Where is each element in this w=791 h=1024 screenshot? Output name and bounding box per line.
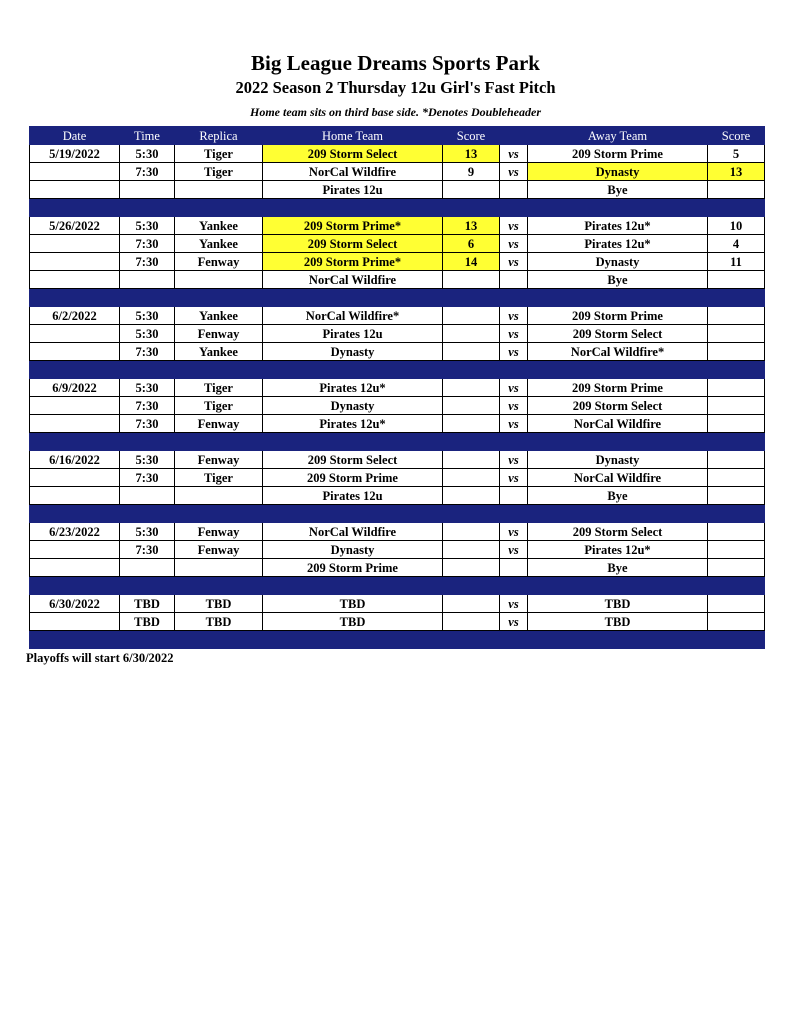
separator-cell xyxy=(500,577,528,595)
away-score-cell xyxy=(708,595,765,613)
table-row xyxy=(30,487,765,505)
separator-cell xyxy=(500,433,528,451)
replica-cell: Fenway xyxy=(175,325,263,343)
separator-cell xyxy=(528,631,708,649)
table-row xyxy=(30,145,765,163)
separator-cell xyxy=(528,361,708,379)
time-cell: 5:30 xyxy=(120,379,175,397)
table-row xyxy=(30,343,765,361)
date-cell xyxy=(30,253,120,271)
replica-cell: Fenway xyxy=(175,451,263,469)
date-cell xyxy=(30,163,120,181)
separator-cell xyxy=(528,505,708,523)
separator-cell xyxy=(30,289,120,307)
replica-cell: TBD xyxy=(175,595,263,613)
table-row xyxy=(30,595,765,613)
away-team-cell: NorCal Wildfire xyxy=(528,415,708,433)
home-team-cell: NorCal Wildfire* xyxy=(263,307,443,325)
home-score-cell xyxy=(443,181,500,199)
separator-cell xyxy=(263,505,443,523)
table-row xyxy=(30,271,765,289)
page-title: Big League Dreams Sports Park xyxy=(251,51,540,75)
separator-cell xyxy=(120,199,175,217)
replica-cell: Tiger xyxy=(175,379,263,397)
separator-cell xyxy=(175,631,263,649)
column-header-home-team: Home Team xyxy=(263,127,443,145)
separator-cell xyxy=(708,505,765,523)
away-score-cell xyxy=(708,451,765,469)
away-team-cell: 209 Storm Select xyxy=(528,397,708,415)
separator-cell xyxy=(500,505,528,523)
table-row xyxy=(30,541,765,559)
date-cell xyxy=(30,415,120,433)
separator-cell xyxy=(263,433,443,451)
separator-cell xyxy=(30,199,120,217)
away-team-cell: 209 Storm Prime xyxy=(528,145,708,163)
away-score-cell xyxy=(708,523,765,541)
home-score-cell xyxy=(443,307,500,325)
replica-cell xyxy=(175,181,263,199)
schedule-table xyxy=(29,126,765,649)
separator-cell xyxy=(528,577,708,595)
separator-cell xyxy=(175,289,263,307)
separator-cell xyxy=(175,433,263,451)
date-cell xyxy=(30,235,120,253)
playoffs-note: Playoffs will start 6/30/2022 xyxy=(26,651,174,665)
separator-cell xyxy=(500,289,528,307)
time-cell: 5:30 xyxy=(120,523,175,541)
replica-cell: Yankee xyxy=(175,307,263,325)
replica-cell: Yankee xyxy=(175,235,263,253)
away-score-cell: 11 xyxy=(708,253,765,271)
separator-cell xyxy=(443,433,500,451)
separator-cell xyxy=(120,433,175,451)
separator-cell xyxy=(263,577,443,595)
vs-cell: vs xyxy=(500,613,528,631)
away-score-cell xyxy=(708,379,765,397)
separator-cell xyxy=(443,199,500,217)
away-team-cell: Bye xyxy=(528,487,708,505)
replica-cell: Yankee xyxy=(175,217,263,235)
vs-cell: vs xyxy=(500,595,528,613)
date-cell xyxy=(30,343,120,361)
away-team-cell: Bye xyxy=(528,181,708,199)
home-score-cell: 9 xyxy=(443,163,500,181)
vs-cell: vs xyxy=(500,343,528,361)
home-score-cell xyxy=(443,523,500,541)
away-score-cell xyxy=(708,559,765,577)
separator-cell xyxy=(708,199,765,217)
separator-cell xyxy=(708,433,765,451)
separator-cell xyxy=(263,199,443,217)
date-cell: 5/19/2022 xyxy=(30,145,120,163)
away-score-cell: 5 xyxy=(708,145,765,163)
replica-cell: TBD xyxy=(175,613,263,631)
separator-cell xyxy=(443,577,500,595)
table-row xyxy=(30,307,765,325)
away-score-cell xyxy=(708,181,765,199)
table-row xyxy=(30,235,765,253)
time-cell: 7:30 xyxy=(120,163,175,181)
column-header-date: Date xyxy=(30,127,120,145)
vs-cell: vs xyxy=(500,145,528,163)
column-header-away-score: Score xyxy=(708,127,765,145)
separator-cell xyxy=(120,631,175,649)
home-score-cell xyxy=(443,379,500,397)
away-team-cell: Dynasty xyxy=(528,163,708,181)
home-score-cell xyxy=(443,397,500,415)
away-team-cell: 209 Storm Select xyxy=(528,325,708,343)
time-cell xyxy=(120,181,175,199)
replica-cell: Fenway xyxy=(175,523,263,541)
date-cell xyxy=(30,469,120,487)
away-team-cell: Dynasty xyxy=(528,451,708,469)
week-separator-row xyxy=(30,361,765,379)
away-team-cell: Bye xyxy=(528,559,708,577)
table-row xyxy=(30,379,765,397)
time-cell: 7:30 xyxy=(120,235,175,253)
date-cell: 6/23/2022 xyxy=(30,523,120,541)
home-team-cell: NorCal Wildfire xyxy=(263,163,443,181)
replica-cell: Tiger xyxy=(175,145,263,163)
separator-cell xyxy=(30,433,120,451)
vs-cell: vs xyxy=(500,253,528,271)
vs-cell: vs xyxy=(500,235,528,253)
vs-cell xyxy=(500,181,528,199)
home-score-cell xyxy=(443,415,500,433)
separator-cell xyxy=(120,361,175,379)
separator-cell xyxy=(443,505,500,523)
table-row xyxy=(30,469,765,487)
home-team-cell: Pirates 12u xyxy=(263,325,443,343)
vs-cell: vs xyxy=(500,163,528,181)
week-separator-row xyxy=(30,199,765,217)
home-score-cell xyxy=(443,325,500,343)
time-cell xyxy=(120,559,175,577)
table-row xyxy=(30,181,765,199)
away-score-cell xyxy=(708,613,765,631)
home-score-cell xyxy=(443,343,500,361)
replica-cell xyxy=(175,487,263,505)
home-score-cell xyxy=(443,559,500,577)
replica-cell xyxy=(175,271,263,289)
home-score-cell: 6 xyxy=(443,235,500,253)
away-team-cell: 209 Storm Prime xyxy=(528,379,708,397)
date-cell: 5/26/2022 xyxy=(30,217,120,235)
separator-cell xyxy=(30,361,120,379)
column-header-home-score: Score xyxy=(443,127,500,145)
away-team-cell: NorCal Wildfire* xyxy=(528,343,708,361)
vs-cell: vs xyxy=(500,451,528,469)
separator-cell xyxy=(708,289,765,307)
home-score-cell xyxy=(443,613,500,631)
time-cell: 7:30 xyxy=(120,541,175,559)
time-cell: 5:30 xyxy=(120,217,175,235)
separator-cell xyxy=(500,361,528,379)
away-team-cell: TBD xyxy=(528,595,708,613)
table-row xyxy=(30,217,765,235)
home-team-cell: Dynasty xyxy=(263,397,443,415)
time-cell: 7:30 xyxy=(120,397,175,415)
vs-cell: vs xyxy=(500,217,528,235)
away-score-cell xyxy=(708,469,765,487)
date-cell xyxy=(30,325,120,343)
vs-cell: vs xyxy=(500,415,528,433)
home-team-cell: 209 Storm Select xyxy=(263,145,443,163)
time-cell: 7:30 xyxy=(120,253,175,271)
schedule-note: Home team sits on third base side. *Denotes Doubleheader xyxy=(250,105,541,119)
separator-cell xyxy=(175,361,263,379)
home-team-cell: NorCal Wildfire xyxy=(263,523,443,541)
away-score-cell xyxy=(708,487,765,505)
home-team-cell: 209 Storm Prime* xyxy=(263,253,443,271)
home-score-cell xyxy=(443,541,500,559)
away-team-cell: TBD xyxy=(528,613,708,631)
date-cell xyxy=(30,271,120,289)
time-cell: 7:30 xyxy=(120,343,175,361)
date-cell xyxy=(30,541,120,559)
table-row xyxy=(30,325,765,343)
time-cell xyxy=(120,487,175,505)
home-score-cell xyxy=(443,487,500,505)
separator-cell xyxy=(175,577,263,595)
time-cell: 7:30 xyxy=(120,469,175,487)
vs-cell xyxy=(500,487,528,505)
date-cell xyxy=(30,559,120,577)
home-score-cell: 13 xyxy=(443,145,500,163)
time-cell: TBD xyxy=(120,595,175,613)
table-row xyxy=(30,397,765,415)
away-team-cell: NorCal Wildfire xyxy=(528,469,708,487)
time-cell: TBD xyxy=(120,613,175,631)
home-team-cell: Pirates 12u xyxy=(263,487,443,505)
home-team-cell: TBD xyxy=(263,613,443,631)
away-team-cell: 209 Storm Prime xyxy=(528,307,708,325)
week-separator-row xyxy=(30,505,765,523)
home-team-cell: 209 Storm Select xyxy=(263,235,443,253)
table-row xyxy=(30,523,765,541)
away-team-cell: Pirates 12u* xyxy=(528,217,708,235)
replica-cell: Fenway xyxy=(175,415,263,433)
home-score-cell xyxy=(443,451,500,469)
home-team-cell: 209 Storm Prime xyxy=(263,469,443,487)
separator-cell xyxy=(500,631,528,649)
home-score-cell xyxy=(443,595,500,613)
separator-cell xyxy=(708,361,765,379)
home-score-cell: 14 xyxy=(443,253,500,271)
replica-cell: Tiger xyxy=(175,397,263,415)
away-score-cell xyxy=(708,325,765,343)
table-row xyxy=(30,253,765,271)
schedule-header-row xyxy=(30,127,765,145)
home-score-cell xyxy=(443,271,500,289)
away-score-cell: 4 xyxy=(708,235,765,253)
vs-cell: vs xyxy=(500,379,528,397)
column-header-vs xyxy=(500,127,528,145)
separator-cell xyxy=(30,631,120,649)
separator-cell xyxy=(175,505,263,523)
separator-cell xyxy=(708,577,765,595)
replica-cell: Fenway xyxy=(175,541,263,559)
column-header-time: Time xyxy=(120,127,175,145)
vs-cell xyxy=(500,559,528,577)
home-team-cell: 209 Storm Select xyxy=(263,451,443,469)
date-cell xyxy=(30,397,120,415)
away-team-cell: Pirates 12u* xyxy=(528,235,708,253)
separator-cell xyxy=(443,631,500,649)
table-row xyxy=(30,559,765,577)
separator-cell xyxy=(528,433,708,451)
away-team-cell: Bye xyxy=(528,271,708,289)
date-cell: 6/30/2022 xyxy=(30,595,120,613)
home-team-cell: TBD xyxy=(263,595,443,613)
separator-cell xyxy=(30,505,120,523)
home-team-cell: 209 Storm Prime xyxy=(263,559,443,577)
home-team-cell: Pirates 12u xyxy=(263,181,443,199)
separator-cell xyxy=(443,361,500,379)
week-separator-row xyxy=(30,289,765,307)
home-score-cell xyxy=(443,469,500,487)
away-score-cell: 10 xyxy=(708,217,765,235)
time-cell: 5:30 xyxy=(120,325,175,343)
home-team-cell: Dynasty xyxy=(263,343,443,361)
separator-cell xyxy=(528,289,708,307)
replica-cell: Tiger xyxy=(175,163,263,181)
replica-cell xyxy=(175,559,263,577)
page-subtitle: 2022 Season 2 Thursday 12u Girl's Fast Pitch xyxy=(235,78,556,97)
separator-cell xyxy=(263,361,443,379)
table-row xyxy=(30,451,765,469)
replica-cell: Yankee xyxy=(175,343,263,361)
separator-cell xyxy=(30,577,120,595)
away-score-cell xyxy=(708,343,765,361)
week-separator-row xyxy=(30,631,765,649)
date-cell: 6/2/2022 xyxy=(30,307,120,325)
away-team-cell: Pirates 12u* xyxy=(528,541,708,559)
table-row xyxy=(30,613,765,631)
column-header-away-team: Away Team xyxy=(528,127,708,145)
away-score-cell xyxy=(708,271,765,289)
separator-cell xyxy=(708,631,765,649)
vs-cell: vs xyxy=(500,469,528,487)
vs-cell: vs xyxy=(500,397,528,415)
date-cell xyxy=(30,487,120,505)
date-cell xyxy=(30,613,120,631)
separator-cell xyxy=(500,199,528,217)
replica-cell: Fenway xyxy=(175,253,263,271)
date-cell: 6/9/2022 xyxy=(30,379,120,397)
time-cell: 5:30 xyxy=(120,145,175,163)
time-cell: 5:30 xyxy=(120,451,175,469)
vs-cell: vs xyxy=(500,541,528,559)
separator-cell xyxy=(120,289,175,307)
home-score-cell: 13 xyxy=(443,217,500,235)
time-cell xyxy=(120,271,175,289)
home-team-cell: Dynasty xyxy=(263,541,443,559)
separator-cell xyxy=(120,577,175,595)
vs-cell: vs xyxy=(500,307,528,325)
separator-cell xyxy=(443,289,500,307)
home-team-cell: NorCal Wildfire xyxy=(263,271,443,289)
vs-cell: vs xyxy=(500,325,528,343)
time-cell: 7:30 xyxy=(120,415,175,433)
week-separator-row xyxy=(30,577,765,595)
table-row xyxy=(30,163,765,181)
column-header-replica: Replica xyxy=(175,127,263,145)
separator-cell xyxy=(263,289,443,307)
away-score-cell xyxy=(708,541,765,559)
home-team-cell: Pirates 12u* xyxy=(263,379,443,397)
date-cell xyxy=(30,181,120,199)
time-cell: 5:30 xyxy=(120,307,175,325)
vs-cell: vs xyxy=(500,523,528,541)
away-score-cell xyxy=(708,397,765,415)
away-score-cell xyxy=(708,307,765,325)
schedule-body xyxy=(30,145,765,649)
separator-cell xyxy=(528,199,708,217)
away-score-cell xyxy=(708,415,765,433)
separator-cell xyxy=(175,199,263,217)
vs-cell xyxy=(500,271,528,289)
separator-cell xyxy=(263,631,443,649)
home-team-cell: Pirates 12u* xyxy=(263,415,443,433)
replica-cell: Tiger xyxy=(175,469,263,487)
table-row xyxy=(30,415,765,433)
date-cell: 6/16/2022 xyxy=(30,451,120,469)
week-separator-row xyxy=(30,433,765,451)
separator-cell xyxy=(120,505,175,523)
home-team-cell: 209 Storm Prime* xyxy=(263,217,443,235)
away-team-cell: Dynasty xyxy=(528,253,708,271)
away-score-cell: 13 xyxy=(708,163,765,181)
away-team-cell: 209 Storm Select xyxy=(528,523,708,541)
